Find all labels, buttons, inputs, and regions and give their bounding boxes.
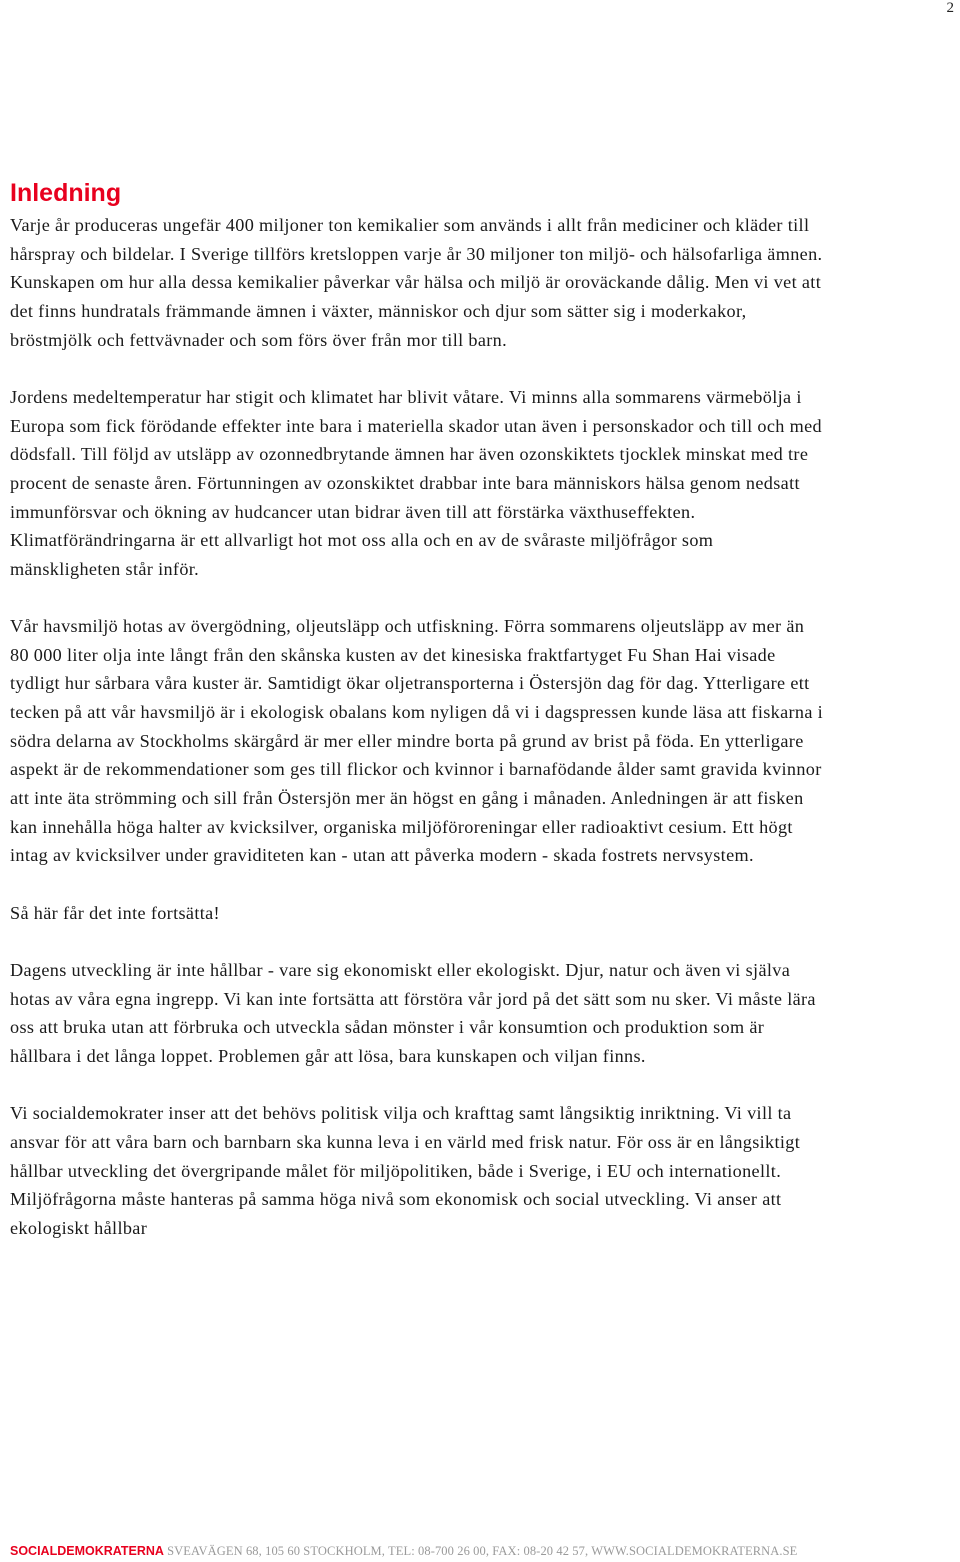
page-number: 2 [946,0,954,16]
document-body [10,211,825,1271]
paragraph: Dagens utveckling är inte hållbar - vare sig ekonomiskt eller ekologiskt. Djur, natur och även vi själva hotas av våra egna ingrepp. Vi kan inte fortsätta att förstöra vår jord på det sätt som nu sker. Vi måste lära oss att bruka utan att förbruka och utveckla sådan mönster i vår konsumtion och produktion som är hållbara i det långa loppet. Problemen går att lösa, bara kunskapen och viljan finns. [10,960,816,1066]
paragraph: Vi socialdemokrater inser att det behövs politisk vilja och krafttag samt långsiktig inriktning. Vi vill ta ansvar för att våra barn och barnbarn ska kunna leva i en värld med frisk natur. För oss är en långsiktigt hållbar utveckling det övergripande målet för miljöpolitiken, både i Sverige, i EU och internationellt. Miljöfrågorna måste hanteras på samma höga nivå som ekonomisk och social utveckling. Vi anser att ekologiskt hållbar [10,1103,801,1238]
paragraph: Vår havsmiljö hotas av övergödning, oljeutsläpp och utfiskning. Förra sommarens oljeutsläpp av mer än 80 000 liter olja inte långt från den skånska kusten av det kinesiska fraktfartyget Fu Shan Hai visade tydligt hur sårbara våra kuster är. Samtidigt ökar oljetransporterna i Östersjön dag för dag. Ytterligare ett tecken på att vår havsmiljö är i ekologisk obalans kom nyligen då vi i dagspressen kunde läsa att fiskarna i södra delarna av Stockholms skärgård är mer eller mindre borta på grund av brist på föda. En ytterligare aspekt är de rekommendationer som ges till flickor och kvinnor i barnafödande ålder samt gravida kvinnor att inte äta strömming och sill från Östersjön mer än högst en gång i månaden. Anledningen är att fisken kan innehålla höga halter av kvicksilver, organiska miljöföroreningar eller radioaktivt cesium. Ett högt intag av kvicksilver under graviditeten kan - utan att påverka modern - skada fostrets nervsystem. [10,616,824,866]
section-heading: Inledning [10,179,122,207]
paragraph: Så här får det inte fortsätta! [10,902,220,923]
footer-address: SVEAVÄGEN 68, 105 60 STOCKHOLM, TEL: 08-700 26 00, FAX: 08-20 42 57, WWW.SOCIALDEMOKRATERNA.SE [167,1544,798,1558]
page-footer [10,1543,797,1559]
paragraph: Varje år produceras ungefär 400 miljoner ton kemikalier som används i allt från mediciner och kläder till hårspray och bildelar. I Sverige tillförs kretsloppen varje år 30 miljoner ton miljö- och hälsofarliga ämnen. Kunskapen om hur alla dessa kemikalier påverkar vår hälsa och miljö är oroväckande dålig. Men vi vet att det finns hundratals främmande ämnen i växter, människor och djur som sätter sig i moderkakor, bröstmjölk och fettvävnader och som förs över från mor till barn. [10,215,823,350]
footer-organization: SOCIALDEMOKRATERNA [10,1544,164,1558]
paragraph: Jordens medeltemperatur har stigit och klimatet har blivit våtare. Vi minns alla sommarens värmebölja i Europa som fick förödande effekter inte bara i materiella skador utan även i personskador och till och med dödsfall. Till följd av utsläpp av ozonnedbrytande ämnen har även ozonskiktets tjocklek minskat med tre procent de senaste åren. Förtunningen av ozonskiktet drabbar inte bara människors hälsa genom nedsatt immunförsvar och ökning av hudcancer utan bidrar även till att förstärka växthuseffekten. Klimatförändringarna är ett allvarligt hot mot oss alla och en av de svåraste miljöfrågor som mänskligheten står inför. [10,386,822,579]
